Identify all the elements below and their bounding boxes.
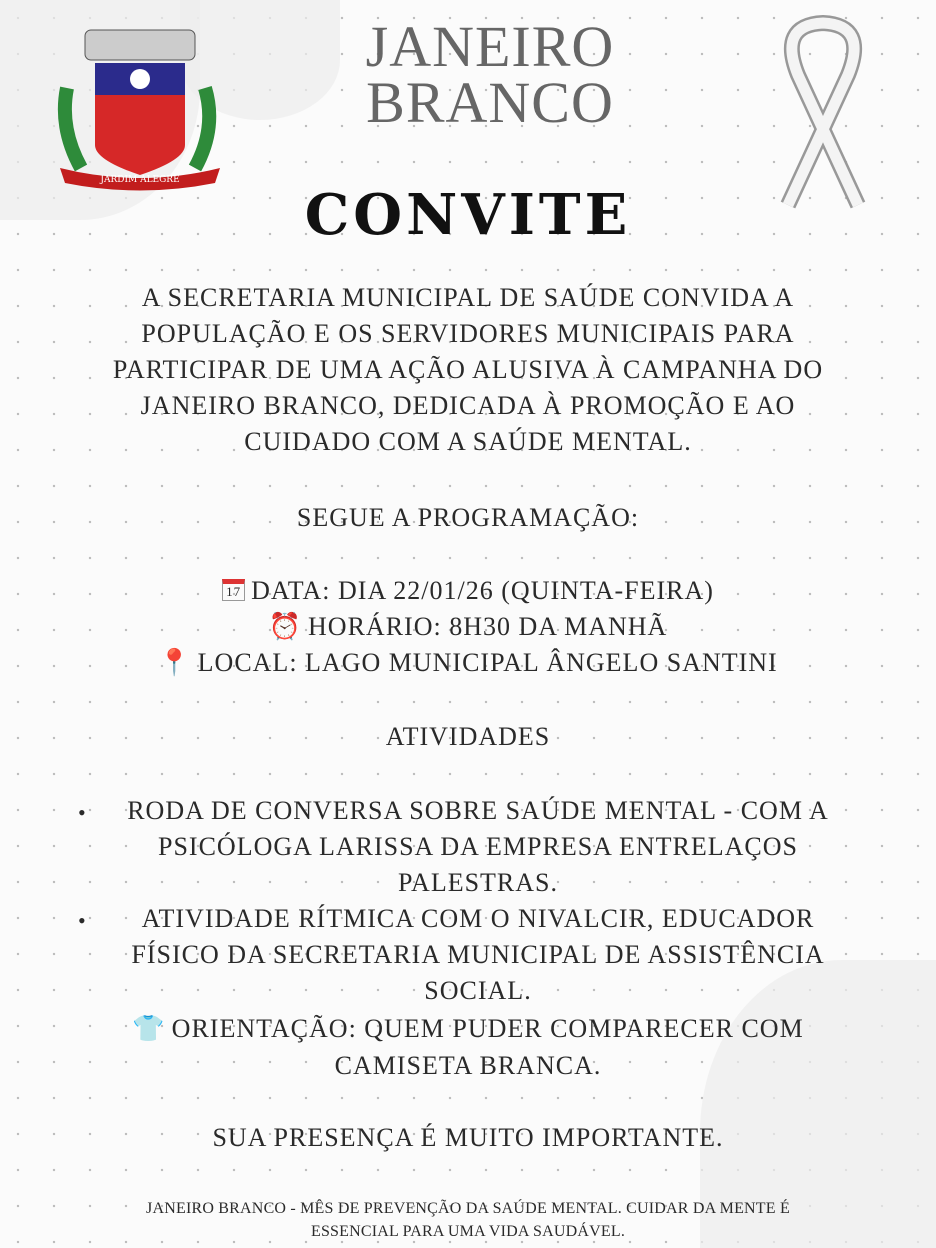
schedule-heading: SEGUE A PROGRAMAÇÃO: (296, 503, 640, 532)
event-time-text: HORÁRIO: 8H30 DA MANHÃ (308, 612, 668, 641)
bullet-icon: • (78, 800, 86, 825)
activity-item: ATIVIDADE RÍTMICA COM O NIVALCIR, EDUCADOR (141, 904, 815, 933)
orientation-text: CAMISETA BRANCA. (334, 1051, 602, 1080)
intro-text: POPULAÇÃO E OS SERVIDORES MUNICIPAIS PARA (141, 319, 795, 348)
orientation-text: ORIENTAÇÃO: QUEM PUDER COMPARECER COM (171, 1014, 804, 1043)
event-location (0, 648, 936, 678)
event-date-text: DATA: DIA 22/01/26 (QUINTA-FEIRA) (251, 576, 714, 605)
activity-item: PALESTRAS. (397, 868, 559, 897)
activities-heading: ATIVIDADES (385, 722, 551, 751)
activity-item: RODA DE CONVERSA SOBRE SAÚDE MENTAL - COM A (127, 796, 829, 825)
bullet-icon: • (78, 908, 86, 933)
activity-item: PSICÓLOGA LARISSA DA EMPRESA ENTRELAÇOS (158, 832, 798, 861)
event-date (0, 576, 936, 606)
campaign-title: JANEIRO (365, 14, 615, 79)
footer-text: JANEIRO BRANCO - MÊS DE PREVENÇÃO DA SAÚDE MENTAL. CUIDAR DA MENTE É (146, 1200, 790, 1217)
orientation-note (0, 1014, 936, 1044)
intro-text: CUIDADO COM A SAÚDE MENTAL. (244, 427, 692, 456)
event-location-text: LOCAL: LAGO MUNICIPAL ÂNGELO SANTINI (197, 648, 778, 677)
event-time (0, 612, 936, 642)
municipal-crest-logo (55, 28, 225, 196)
activity-item: FÍSICO DA SECRETARIA MUNICIPAL DE ASSISTÊNCIA (131, 940, 825, 969)
location-pin-icon: 📍 (158, 648, 192, 677)
alarm-clock-icon: ⏰ (268, 612, 303, 641)
svg-text:JARDIM ALEGRE: JARDIM ALEGRE (100, 175, 180, 185)
activity-item: SOCIAL. (424, 976, 532, 1005)
intro-text: JANEIRO BRANCO, DEDICADA À PROMOÇÃO E AO (140, 391, 796, 420)
tshirt-icon: 👕 (132, 1014, 166, 1043)
intro-text: A SECRETARIA MUNICIPAL DE SAÚDE CONVIDA A (141, 283, 795, 312)
intro-text: PARTICIPAR DE UMA AÇÃO ALUSIVA À CAMPANHA DO (112, 355, 824, 384)
page-heading: CONVITE (304, 182, 632, 248)
footer-text: ESSENCIAL PARA UMA VIDA SAUDÁVEL. (310, 1223, 626, 1240)
closing-message: SUA PRESENÇA É MUITO IMPORTANTE. (212, 1123, 724, 1152)
campaign-title: BRANCO (366, 70, 614, 135)
calendar-icon: 17 (222, 579, 245, 601)
